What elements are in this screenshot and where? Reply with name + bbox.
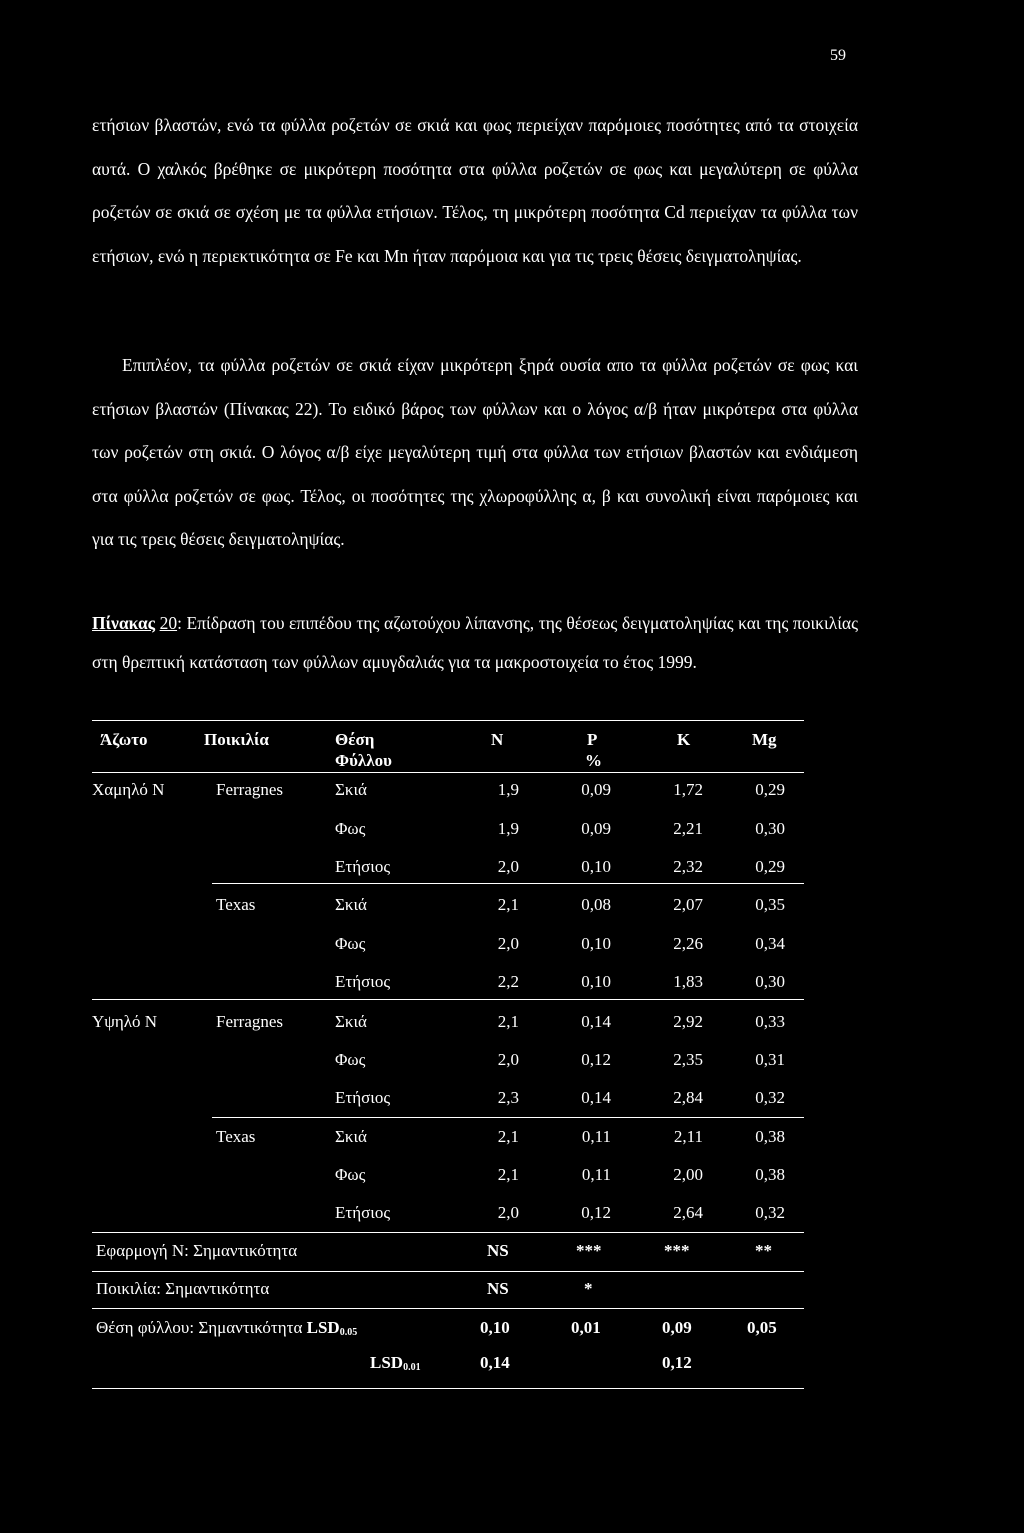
table-cell-k: 2,00 bbox=[673, 1165, 703, 1184]
caption-label: Πίνακας bbox=[92, 613, 155, 633]
table-cell-p: 0,10 bbox=[581, 857, 611, 876]
table-cell-position: Ετήσιος bbox=[335, 1203, 391, 1222]
header-n: N bbox=[491, 730, 504, 749]
table-cell-p: 0,12 bbox=[581, 1203, 611, 1222]
table-cell-p: 0,11 bbox=[581, 1165, 611, 1184]
table-cell-p: 0,11 bbox=[581, 1127, 611, 1146]
table-cell-mg: 0,33 bbox=[755, 1012, 785, 1031]
table-cell-p: 0,12 bbox=[581, 1050, 611, 1069]
variety-rule-1 bbox=[212, 883, 804, 884]
lsd-005-label: $LSD_{0.05}$ bbox=[306, 1318, 358, 1338]
lsd-001-label: $LSD_{0.01}$ bbox=[370, 1353, 421, 1373]
table-cell-p: 0,10 bbox=[581, 972, 611, 991]
table-cell-n: 2,0 bbox=[497, 1203, 519, 1222]
table-cell-n: 2,1 bbox=[497, 1127, 519, 1146]
table-cell-k: 2,92 bbox=[673, 1012, 703, 1031]
table-cell-p: 0,09 bbox=[581, 819, 611, 838]
header-variety: Ποικιλία bbox=[204, 730, 269, 749]
position-lsd05-n: 0,10 bbox=[480, 1318, 510, 1337]
header-position: Θέση bbox=[335, 730, 375, 749]
table-cell-variety: Texas bbox=[216, 1127, 256, 1146]
table-cell-variety: Texas bbox=[216, 895, 256, 914]
table-cell-position: Φως bbox=[335, 819, 366, 838]
table-caption bbox=[92, 604, 858, 682]
application-label: Εφαρμογή Ν: Σημαντικότητα bbox=[96, 1241, 298, 1260]
position-significance-row bbox=[96, 1318, 357, 1341]
table-cell-mg: 0,32 bbox=[755, 1203, 785, 1222]
table-cell-position: Σκιά bbox=[335, 1127, 367, 1146]
table-cell-k: 1,72 bbox=[673, 780, 703, 799]
table-cell-n: 2,3 bbox=[497, 1088, 519, 1107]
table-cell-k: 2,07 bbox=[673, 895, 703, 914]
table-cell-k: 2,64 bbox=[673, 1203, 703, 1222]
table-cell-n: 1,9 bbox=[497, 780, 519, 799]
table-cell-mg: 0,38 bbox=[755, 1165, 785, 1184]
table-cell-p: 0,10 bbox=[581, 934, 611, 953]
table-header-rule bbox=[92, 772, 804, 773]
stats-rule-2 bbox=[92, 1271, 804, 1272]
variety-significance-p: * bbox=[584, 1279, 593, 1298]
table-cell-n: 2,2 bbox=[497, 972, 519, 991]
table-cell-position: Φως bbox=[335, 934, 366, 953]
table-cell-mg: 0,30 bbox=[755, 972, 785, 991]
table-cell-n: 2,1 bbox=[497, 895, 519, 914]
table-cell-nitrogen: Υψηλό Ν bbox=[92, 1012, 158, 1031]
table-cell-mg: 0,31 bbox=[755, 1050, 785, 1069]
table-cell-nitrogen: Χαμηλό Ν bbox=[92, 780, 165, 799]
stats-rule-1 bbox=[92, 1232, 804, 1233]
table-cell-k: 2,84 bbox=[673, 1088, 703, 1107]
table-cell-position: Ετήσιος bbox=[335, 972, 391, 991]
table-cell-p: 0,14 bbox=[581, 1088, 611, 1107]
header-mg: Mg bbox=[752, 730, 777, 749]
header-position-line2: Φύλλου bbox=[335, 751, 392, 770]
table-cell-position: Ετήσιος bbox=[335, 857, 391, 876]
table-cell-k: 2,35 bbox=[673, 1050, 703, 1069]
table-cell-position: Σκιά bbox=[335, 780, 367, 799]
application-mg: ** bbox=[755, 1241, 772, 1260]
position-lsd05-mg: 0,05 bbox=[747, 1318, 777, 1337]
table-cell-mg: 0,38 bbox=[755, 1127, 785, 1146]
table-cell-n: 2,0 bbox=[497, 934, 519, 953]
table-cell-n: 2,1 bbox=[497, 1165, 519, 1184]
table-cell-k: 2,21 bbox=[673, 819, 703, 838]
table-cell-position: Φως bbox=[335, 1165, 366, 1184]
table-cell-position: Σκιά bbox=[335, 1012, 367, 1031]
stats-rule-3 bbox=[92, 1308, 804, 1309]
table-cell-p: 0,09 bbox=[581, 780, 611, 799]
table-cell-mg: 0,29 bbox=[755, 857, 785, 876]
table-top-rule bbox=[92, 720, 804, 721]
table-cell-n: 2,1 bbox=[497, 1012, 519, 1031]
table-cell-k: 1,83 bbox=[673, 972, 703, 991]
application-n: NS bbox=[487, 1241, 509, 1260]
header-nitrogen: Άζωτο bbox=[100, 730, 148, 749]
variety-significance-label: Ποικιλία: Σημαντικότητα bbox=[96, 1279, 270, 1298]
table-cell-position: Ετήσιος bbox=[335, 1088, 391, 1107]
table-cell-k: 2,32 bbox=[673, 857, 703, 876]
table-cell-n: 2,0 bbox=[497, 1050, 519, 1069]
nitrogen-rule bbox=[92, 999, 804, 1000]
table-cell-mg: 0,35 bbox=[755, 895, 785, 914]
position-lsd05-k: 0,09 bbox=[662, 1318, 692, 1337]
body-paragraph-1: ετήσιων βλαστών, ενώ τα φύλλα ροζετών σε σκιά και φως περιείχαν παρόμοιες ποσότητες από τα στοιχεία αυτά. Ο χαλκός βρέθηκε σε μικρότερη ποσότητα στα φύλλα ροζετών σε φως και μεγαλύτερη σε φύλλα ροζετών σε σκιά σε σχέση με τα φύλλα ετήσιων. Τέλος, τη μικρότερη ποσότητα Cd περιείχαν τα φύλλα των ετήσιων, ενώ η περιεκτικότητα σε Fe και Mn ήταν παρόμοια και για τις τρεις θέσεις δειγματοληψίας. bbox=[92, 115, 858, 266]
header-p: P bbox=[587, 730, 598, 749]
application-k: *** bbox=[664, 1241, 690, 1260]
header-k: K bbox=[677, 730, 691, 749]
position-lsd05-p: 0,01 bbox=[571, 1318, 601, 1337]
table-cell-mg: 0,32 bbox=[755, 1088, 785, 1107]
table-cell-position: Σκιά bbox=[335, 895, 367, 914]
lsd01-k: 0,12 bbox=[662, 1353, 692, 1372]
body-paragraph-2: Επιπλέον, τα φύλλα ροζετών σε σκιά είχαν μικρότερη ξηρά ουσία απο τα φύλλα ροζετών σε φως και ετήσιων βλαστών (Πίνακας 22). Το ειδικό βάρος των φύλλων και ο λόγος α/β ήταν μικρότερα στα φύλλα των ροζετών στη σκιά. Ο λόγος α/β είχε μεγαλύτερη τιμή στα φύλλα των ετήσιων βλαστών και ενδιάμεση στα φύλλα ροζετών σε φως. Τέλος, οι ποσότητες της χλωροφύλλης α, β και συνολική είναι παρόμοιες και για τις τρεις θέσεις δειγματοληψίας. bbox=[92, 355, 858, 550]
table-cell-n: 2,0 bbox=[497, 857, 519, 876]
caption-text: : Επίδραση του επιπέδου της αζωτούχου λίπανσης, της θέσεως δειγματοληψίας και της ποικιλίας στη θρεπτική κατάσταση των φύλλων αμυγδαλιάς για τα μακροστοιχεία το έτος 1999. bbox=[92, 613, 859, 672]
table-cell-p: 0,14 bbox=[581, 1012, 611, 1031]
table-cell-p: 0,08 bbox=[581, 895, 611, 914]
lsd01-n: 0,14 bbox=[480, 1353, 510, 1372]
table-cell-n: 1,9 bbox=[497, 819, 519, 838]
table-cell-k: 2,26 bbox=[673, 934, 703, 953]
variety-rule-2 bbox=[212, 1117, 804, 1118]
table-cell-k: 2,11 bbox=[673, 1127, 703, 1146]
table-cell-mg: 0,30 bbox=[755, 819, 785, 838]
table-cell-variety: Ferragnes bbox=[216, 780, 284, 799]
table-cell-mg: 0,29 bbox=[755, 780, 785, 799]
table-cell-variety: Ferragnes bbox=[216, 1012, 284, 1031]
page-number: 59 bbox=[830, 47, 846, 64]
caption-number: 20 bbox=[159, 613, 178, 633]
variety-significance-n: NS bbox=[487, 1279, 509, 1298]
header-percent: % bbox=[585, 751, 602, 770]
table-cell-position: Φως bbox=[335, 1050, 366, 1069]
position-significance-label: Θέση φύλλου: Σημαντικότητα bbox=[96, 1318, 303, 1337]
table-bottom-rule bbox=[92, 1388, 804, 1389]
application-p: *** bbox=[576, 1241, 602, 1260]
table-cell-mg: 0,34 bbox=[755, 934, 785, 953]
